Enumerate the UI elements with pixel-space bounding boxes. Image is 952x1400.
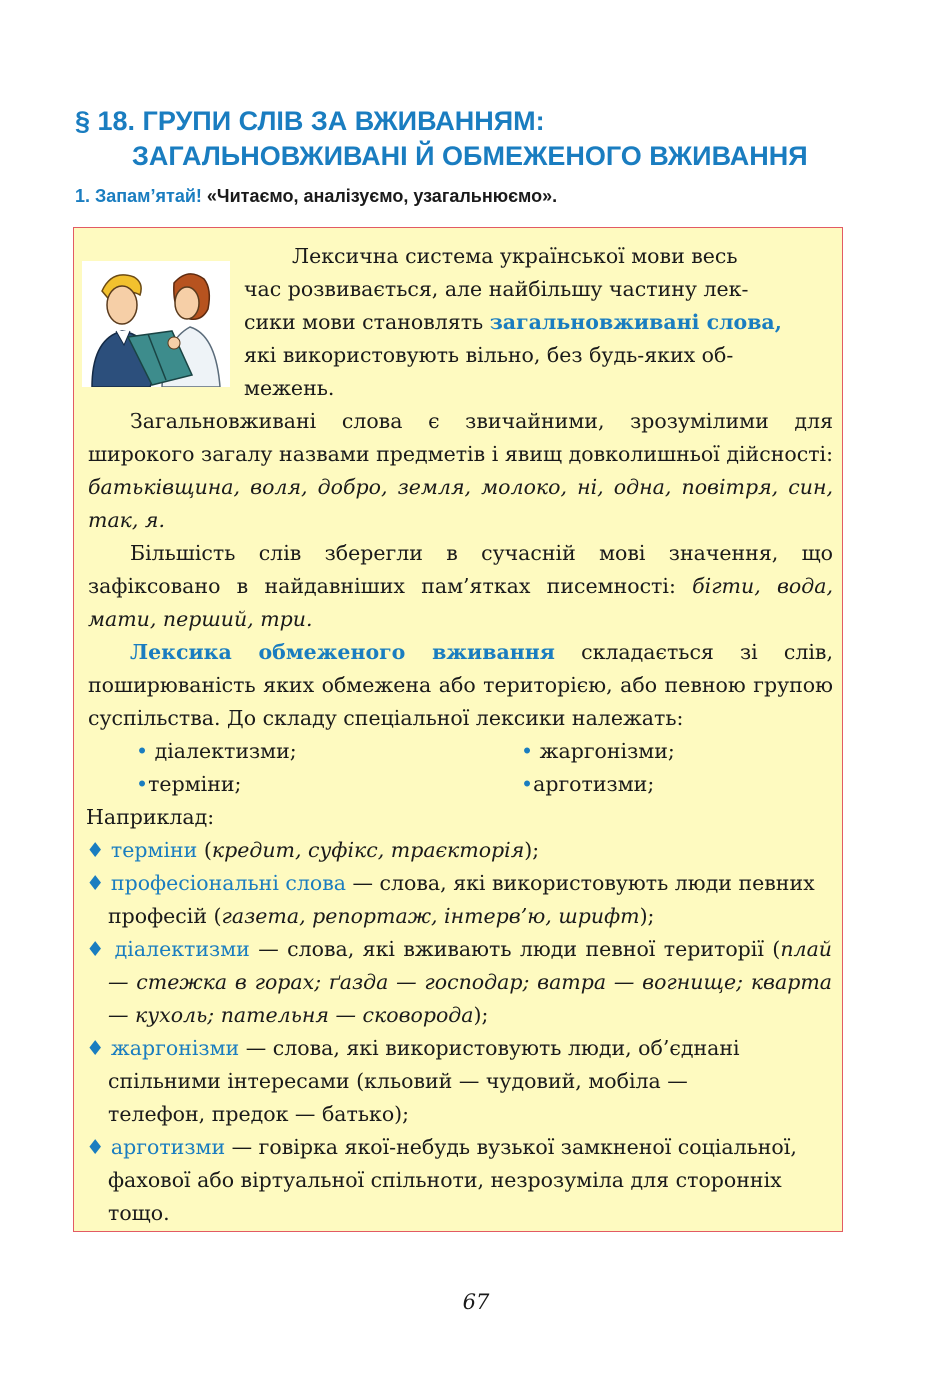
p1-line-5: межень. xyxy=(244,376,335,400)
bullet-dot: • xyxy=(521,739,540,763)
diamond-icon: ♦ xyxy=(86,838,111,862)
bullet-label: жаргонізми; xyxy=(539,739,675,763)
bullet-terms xyxy=(136,768,241,801)
example-label: Наприклад: xyxy=(86,805,215,829)
item-text: — слова, які вживають люди певної території ( xyxy=(249,937,781,961)
item-end: ); xyxy=(524,838,540,862)
item-end: ); xyxy=(473,1003,489,1027)
p1-line-2: час розвивається, але найбільшу частину лек- xyxy=(244,277,749,301)
rule-box xyxy=(73,227,843,1232)
item-text: — говірка якої-небудь вузької замкненої соціальної, фахової або віртуальної спільноти, незрозуміла для сторонніх тощо. xyxy=(108,1135,797,1225)
task-number: 1. Запам’ятай! xyxy=(75,186,202,206)
p3-examples: бігти, вода, мати, перший, три. xyxy=(88,574,833,631)
p1-line-3 xyxy=(244,306,833,339)
diamond-icon: ♦ xyxy=(86,871,111,895)
task-text: «Читаємо, аналізуємо, узагальнюємо». xyxy=(206,186,558,206)
diamond-icon: ♦ xyxy=(86,937,115,961)
section-title-line2: ЗАГАЛЬНОВЖИВАНІ Й ОБМЕЖЕНОГО ВЖИВАННЯ xyxy=(132,141,808,171)
list-item xyxy=(86,1032,788,1131)
diamond-icon: ♦ xyxy=(86,1135,111,1159)
item-term: арготизми xyxy=(110,1135,226,1159)
term-general: загальновживані слова, xyxy=(489,310,782,334)
bullet-dot: • xyxy=(136,739,155,763)
term-restricted: Лексика обмеженого вживання xyxy=(130,640,555,664)
p2-text: Загальновживані слова є звичайними, зрозумілими для широкого загалу назвами предметів і явищ довколишньої дійсності: xyxy=(88,409,833,466)
p2-examples: батьківщина, воля, добро, земля, молоко, ні, одна, повітря, син, так, я. xyxy=(88,475,833,532)
item-examples: газета, репортаж, інтерв’ю, шрифт xyxy=(221,904,640,928)
item-examples: плай — стежка в горах; ґазда — господар; ватра — вогнище; кварта — кухоль; пательня — сковорода xyxy=(108,937,832,1027)
item-examples: кредит, суфікс, траєкторія xyxy=(211,838,525,862)
bullet-label: діалектизми; xyxy=(154,739,297,763)
item-end: ); xyxy=(639,904,655,928)
p1-line-3-text: сики мови становлять xyxy=(244,310,490,334)
section-title xyxy=(75,104,808,174)
paragraph-3 xyxy=(88,537,833,636)
p4-text: складається зі слів, поширюваність яких обмежена або територією, або певною групою суспільства. До складу спеціальної лексики належать: xyxy=(88,640,833,730)
page-number: 67 xyxy=(462,1290,490,1314)
item-text: ( xyxy=(197,838,212,862)
bullet-argotisms xyxy=(521,768,654,801)
section-title-line1: § 18. ГРУПИ СЛІВ ЗА ВЖИВАННЯМ: xyxy=(75,106,545,136)
bullet-dot: • xyxy=(136,772,149,796)
paragraph-2 xyxy=(88,405,833,537)
bullet-dialectisms xyxy=(136,735,297,768)
paragraph-1 xyxy=(244,240,833,273)
bullet-dot: • xyxy=(521,772,534,796)
p1-line-4: які використовують вільно, без будь-яких об- xyxy=(244,343,734,367)
paragraph-4 xyxy=(88,636,833,735)
item-term: жаргонізми xyxy=(110,1036,240,1060)
p1-line: Лексична система української мови весь xyxy=(292,244,738,268)
list-item xyxy=(86,867,832,933)
diamond-icon: ♦ xyxy=(86,1036,111,1060)
list-item xyxy=(86,1131,828,1230)
bullet-label: арготизми; xyxy=(533,772,655,796)
list-item xyxy=(86,834,831,867)
p3-text: Більшість слів зберегли в сучасній мові значення, що зафіксовано в найдавніших пам’ятках писемності: xyxy=(88,541,833,598)
item-term: терміни xyxy=(110,838,198,862)
item-text: — слова, які використовують люди, об’єднані спільними інтересами (кльовий — чудовий, мобіла — телефон, предок — батько); xyxy=(108,1036,740,1126)
item-text: — слова, які використовують люди певних професій ( xyxy=(108,871,815,928)
task-heading xyxy=(75,186,557,207)
item-term: професіональні слова xyxy=(110,871,347,895)
students-illustration xyxy=(82,261,230,387)
bullet-jargonisms xyxy=(521,735,675,768)
bullet-label: терміни; xyxy=(148,772,242,796)
list-item xyxy=(86,933,832,1032)
item-term: діалектизми xyxy=(114,937,250,961)
